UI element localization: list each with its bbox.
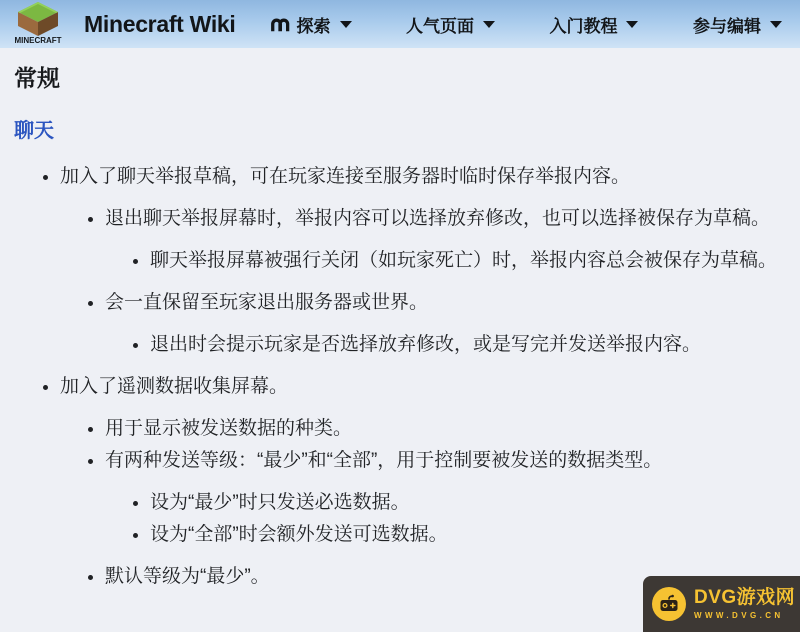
changelog-list	[105, 248, 786, 274]
list-item-text: 设为“全部”时会额外发送可选数据。	[150, 524, 448, 545]
list-item-text: 加入了遥测数据收集屏幕。	[60, 376, 289, 397]
list-item-text: 默认等级为“最少”。	[105, 566, 270, 587]
list-item	[60, 374, 786, 590]
list-item	[105, 206, 786, 274]
list-item-text: 会一直保留至玩家退出服务器或世界。	[105, 292, 429, 313]
site-header	[0, 0, 800, 48]
double-arch-m-icon	[270, 16, 290, 32]
list-item-text: 退出时会提示玩家是否选择放弃修改，或是写完并发送举报内容。	[150, 334, 702, 355]
list-item-text: 用于显示被发送数据的种类。	[105, 418, 353, 439]
subsection-heading-chat	[14, 114, 786, 143]
list-item	[105, 448, 786, 548]
chevron-down-icon	[770, 21, 782, 28]
changelog-list	[14, 164, 786, 590]
list-item	[105, 416, 786, 442]
section-heading-general: 常规	[14, 65, 60, 91]
chevron-down-icon	[483, 21, 495, 28]
chevron-down-icon	[340, 21, 352, 28]
article-content	[0, 48, 800, 590]
list-item	[105, 290, 786, 358]
changelog-list	[105, 332, 786, 358]
watermark-site-url: WWW.DVG.CN	[694, 611, 784, 620]
nav-item-tutorials[interactable]	[549, 12, 638, 37]
gamepad-icon	[652, 587, 686, 621]
nav-item-label: 参与编辑	[692, 16, 761, 36]
site-title[interactable]: Minecraft Wiki	[84, 10, 236, 37]
nav-item-popular-pages[interactable]	[406, 12, 495, 37]
nav-item-label: 探索	[296, 16, 331, 36]
watermark-texts	[694, 588, 795, 620]
dvg-watermark	[643, 576, 800, 632]
chevron-down-icon	[626, 21, 638, 28]
changelog-list	[60, 416, 786, 590]
list-item	[150, 248, 786, 274]
minecraft-logo[interactable]	[6, 1, 70, 47]
list-item-text: 有两种发送等级：“最少”和“全部”，用于控制要被发送的数据类型。	[105, 450, 663, 471]
nav-item-label: 入门教程	[549, 16, 618, 36]
list-item	[150, 490, 786, 516]
list-item-text: 退出聊天举报屏幕时，举报内容可以选择放弃修改，也可以选择被保存为草稿。	[105, 208, 771, 229]
header-nav	[270, 12, 782, 37]
list-item	[150, 522, 786, 548]
changelog-list	[60, 206, 786, 358]
list-item	[150, 332, 786, 358]
list-item-text: 聊天举报屏幕被强行关闭（如玩家死亡）时，举报内容总会被保存为草稿。	[150, 250, 778, 271]
nav-item-contribute[interactable]	[693, 12, 782, 37]
list-item	[60, 164, 786, 358]
list-item-text: 设为“最少”时只发送必选数据。	[150, 492, 410, 513]
watermark-site-name: DVG游戏网	[694, 587, 796, 608]
minecraft-grass-block-icon	[8, 1, 68, 47]
nav-item-explore[interactable]	[270, 12, 352, 37]
changelog-list	[105, 490, 786, 548]
svg-text:MINECRAFT: MINECRAFT	[14, 36, 62, 45]
nav-item-label: 人气页面	[406, 16, 474, 36]
list-item-text: 加入了聊天举报草稿，可在玩家连接至服务器时临时保存举报内容。	[60, 166, 631, 187]
chat-link[interactable]: 聊天	[14, 120, 54, 142]
changelog	[14, 164, 786, 590]
